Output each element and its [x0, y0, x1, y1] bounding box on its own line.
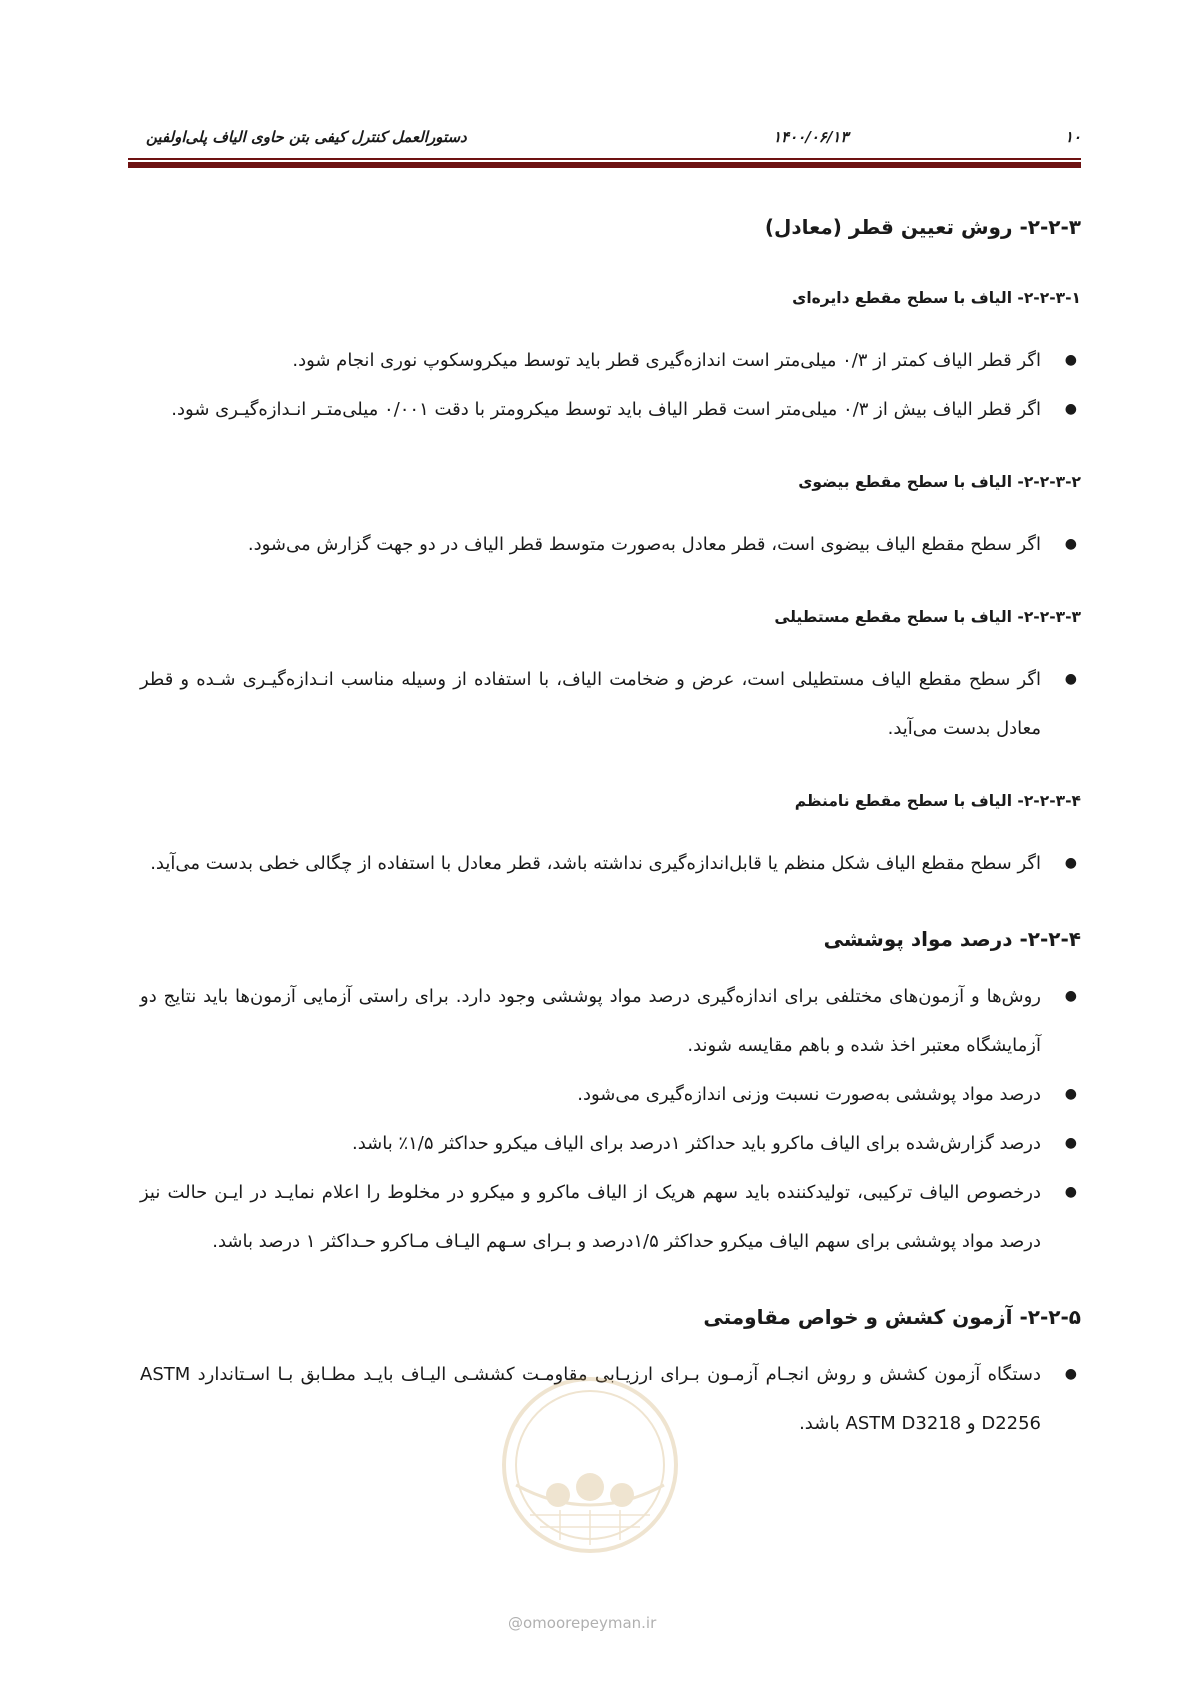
bullet-list-irregular	[140, 839, 1081, 888]
list-item: ● اگر قطر الیاف کمتر از ۰/۳ میلی‌متر است اندازه‌گیری قطر باید توسط میکروسکوپ نوری انجام شود.	[140, 336, 1081, 385]
bullet-list-circular	[140, 336, 1081, 434]
bullet-icon: ●	[1064, 1135, 1077, 1151]
section-heading-diameter: ۲-۲-۳- روش تعیین قطر (معادل)	[764, 215, 1081, 239]
bullet-icon: ●	[1064, 988, 1077, 1004]
bullet-icon: ●	[1064, 1184, 1077, 1200]
document-title: دستورالعمل کنترل کیفی بتن حاوی الیاف پلی‌اولفین	[146, 128, 467, 146]
list-item: ● درصد مواد پوششی به‌صورت نسبت وزنی اندازه‌گیری می‌شود.	[140, 1070, 1081, 1119]
watermark-logo	[500, 1375, 680, 1555]
bullet-list-coating	[140, 972, 1081, 1266]
subsection-heading-elliptical: ۲-۲-۳-۲- الیاف با سطح مقطع بیضوی	[798, 473, 1081, 491]
section-heading-coating: ۲-۲-۴- درصد مواد پوششی	[823, 927, 1081, 951]
list-item: ● روش‌ها و آزمون‌های مختلفی برای اندازه‌گیری درصد مواد پوششی وجود دارد. برای راستی آزمایی آزمون‌ها باید نتایج دو آزمایشگاه معتبر اخذ شده و باهم مقایسه شوند.	[140, 972, 1081, 1070]
list-item: ● اگر سطح مقطع الیاف شکل منظم یا قابل‌اندازه‌گیری نداشته باشد، قطر معادل با استفاده از چگالی خطی بدست می‌آید.	[140, 839, 1081, 888]
bullet-list-elliptical	[140, 520, 1081, 569]
bullet-icon: ●	[1064, 1086, 1077, 1102]
list-item: ● اگر قطر الیاف بیش از ۰/۳ میلی‌متر است قطر الیاف باید توسط میکرومتر با دقت ۰/۰۰۱ میلی‌متـر انـدازه‌گیـری شود.	[140, 385, 1081, 434]
subsection-heading-circular: ۲-۲-۳-۱- الیاف با سطح مقطع دایره‌ای	[792, 289, 1081, 307]
list-item: ● درصد گزارش‌شده برای الیاف ماکرو باید حداکثر ۱درصد برای الیاف میکرو حداکثر ۱/۵٪ باشد.	[140, 1119, 1081, 1168]
bullet-icon: ●	[1064, 352, 1077, 368]
page-number: ۱۰	[1064, 128, 1081, 146]
header-divider-thick	[128, 162, 1081, 168]
watermark-site: @omoorepeyman.ir	[508, 1614, 657, 1632]
header-date: ۱۴۰۰/۰۶/۱۳	[773, 128, 849, 146]
bullet-icon: ●	[1064, 536, 1077, 552]
subsection-heading-irregular: ۲-۲-۳-۴- الیاف با سطح مقطع نامنظم	[794, 792, 1081, 810]
list-item: ● درخصوص الیاف ترکیبی، تولیدکننده باید سهم هریک از الیاف ماکرو و میکرو در مخلوط را اعلام نمایـد در ایـن حالت نیز درصد مواد پوششی برای سهم الیاف میکرو حداکثر ۱/۵درصد و بـرای سـهم الیـاف مـاکرو حـداکثر ۱ درصد باشد.	[140, 1168, 1081, 1266]
page-header	[128, 128, 1081, 150]
bullet-icon: ●	[1064, 855, 1077, 871]
bullet-icon: ●	[1064, 671, 1077, 687]
page-body	[140, 212, 1081, 1484]
bullet-list-rectangular	[140, 655, 1081, 753]
list-item: ● دستگاه آزمون کشش و روش انجـام آزمـون بـرای ارزیـابی مقاومـت کششـی الیـاف بایـد مطـابق بـا اسـتاندارد ASTM D2256 و ASTM D3218 باشد.	[140, 1350, 1081, 1448]
subsection-heading-rectangular: ۲-۲-۳-۳- الیاف با سطح مقطع مستطیلی	[774, 608, 1081, 626]
section-heading-tensile: ۲-۲-۵- آزمون کشش و خواص مقاومتی	[703, 1305, 1081, 1329]
bullet-icon: ●	[1064, 401, 1077, 417]
bullet-icon: ●	[1064, 1366, 1077, 1382]
list-item: ● اگر سطح مقطع الیاف بیضوی است، قطر معادل به‌صورت متوسط قطر الیاف در دو جهت گزارش می‌شود.	[140, 520, 1081, 569]
list-item: ● اگر سطح مقطع الیاف مستطیلی است، عرض و ضخامت الیاف، با استفاده از وسیله مناسب انـدازه‌گیـری شـده و قطر معادل بدست می‌آید.	[140, 655, 1081, 753]
header-divider-thin	[128, 158, 1081, 160]
